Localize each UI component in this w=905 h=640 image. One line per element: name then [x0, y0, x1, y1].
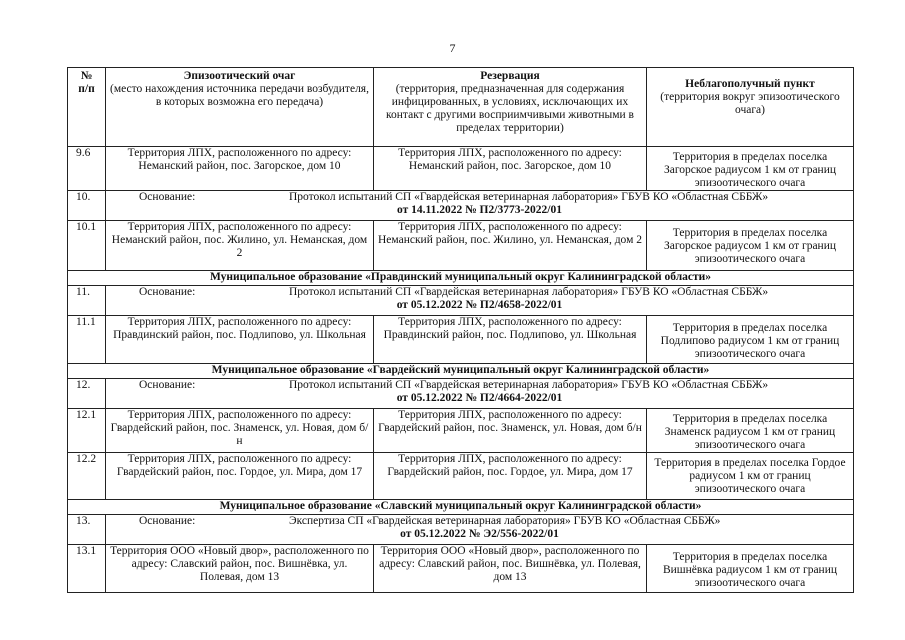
basis-label: Основание: — [139, 286, 196, 298]
cell-unfavorable-point: Территория в пределах поселка Знаменск радиусом 1 км от границ эпизоотического очага — [647, 409, 854, 453]
basis-row — [68, 379, 854, 409]
header-col2-title: Резервация — [480, 70, 540, 82]
document-table — [67, 67, 854, 593]
header-col2-sub: (территория, предназначенная для содержания инфицированных, в условиях, исключающих их контакт с другими восприимчивыми животными в пределах территории) — [386, 83, 634, 134]
basis-line2: от 05.12.2022 № П2/4664-2022/01 — [396, 392, 563, 404]
row-number: 12.1 — [68, 409, 106, 453]
municipality-title: Муниципальное образование «Славский муниципальный округ Калининградской области» — [68, 500, 854, 515]
basis-row — [68, 515, 854, 545]
basis-line2: от 14.11.2022 № П2/3773-2022/01 — [397, 204, 562, 216]
cell-reservation: Территория ЛПХ, расположенного по адресу: Гвардейский район, пос. Гордое, ул. Мира, дом 17 — [374, 453, 647, 500]
basis-label: Основание: — [139, 379, 196, 391]
basis-cell — [106, 515, 854, 545]
municipality-title: Муниципальное образование «Правдинский муниципальный округ Калининградской области» — [68, 271, 854, 286]
basis-label: Основание: — [139, 191, 196, 203]
cell-outbreak: Территория ЛПХ, расположенного по адресу: Гвардейский район, пос. Гордое, ул. Мира, дом 17 — [106, 453, 374, 500]
header-col1-sub: (место нахождения источника передачи возбудителя, в которых возможна его передача) — [110, 83, 369, 108]
row-number: 13.1 — [68, 545, 106, 593]
row-number: 10. — [68, 191, 106, 221]
cell-outbreak: Территория ЛПХ, расположенного по адресу: Правдинский район, пос. Подлипово, ул. Школьная — [106, 316, 374, 364]
table-row — [68, 221, 854, 271]
cell-reservation: Территория ЛПХ, расположенного по адресу: Правдинский район, пос. Подлипово, ул. Школьная — [374, 316, 647, 364]
table-row — [68, 453, 854, 500]
cell-reservation: Территория ЛПХ, расположенного по адресу: Неманский район, пос. Жилино, ул. Неманская, дом 2 — [374, 221, 647, 271]
municipality-row — [68, 500, 854, 515]
header-num: № п/п — [68, 68, 106, 147]
table-row — [68, 147, 854, 191]
cell-unfavorable-point: Территория в пределах поселка Гордое радиусом 1 км от границ эпизоотического очага — [647, 453, 854, 500]
municipality-title: Муниципальное образование «Гвардейский муниципальный округ Калининградской области» — [68, 364, 854, 379]
header-col3 — [647, 68, 854, 147]
header-row — [68, 68, 854, 147]
basis-row — [68, 191, 854, 221]
page-number: 7 — [449, 41, 456, 55]
cell-outbreak: Территория ЛПХ, расположенного по адресу: Гвардейский район, пос. Знаменск, ул. Новая, дом б/н — [106, 409, 374, 453]
header-col1-title: Эпизоотический очаг — [183, 70, 296, 82]
row-number: 12.2 — [68, 453, 106, 500]
table-row — [68, 409, 854, 453]
header-col1 — [106, 68, 374, 147]
cell-outbreak: Территория ООО «Новый двор», расположенного по адресу: Славский район, пос. Вишнёвка, ул. Полевая, дом 13 — [106, 545, 374, 593]
basis-line1: Протокол испытаний СП «Гвардейская ветеринарная лаборатория» ГБУВ КО «Областная СББЖ» — [289, 191, 769, 203]
cell-outbreak: Территория ЛПХ, расположенного по адресу: Неманский район, пос. Загорское, дом 10 — [106, 147, 374, 191]
cell-unfavorable-point: Территория в пределах поселка Вишнёвка радиусом 1 км от границ эпизоотического очага — [647, 545, 854, 593]
cell-reservation: Территория ЛПХ, расположенного по адресу: Неманский район, пос. Загорское, дом 10 — [374, 147, 647, 191]
cell-unfavorable-point: Территория в пределах поселка Загорское радиусом 1 км от границ эпизоотического очага — [647, 147, 854, 191]
row-number: 12. — [68, 379, 106, 409]
row-number: 11.1 — [68, 316, 106, 364]
basis-cell — [106, 191, 854, 221]
header-col3-title: Неблагополучный пункт — [685, 78, 815, 90]
basis-cell — [106, 379, 854, 409]
cell-outbreak: Территория ЛПХ, расположенного по адресу: Неманский район, пос. Жилино, ул. Неманская, дом 2 — [106, 221, 374, 271]
table-row — [68, 316, 854, 364]
table-row — [68, 545, 854, 593]
row-number: 13. — [68, 515, 106, 545]
cell-reservation: Территория ООО «Новый двор», расположенного по адресу: Славский район, пос. Вишнёвка, ул. Полевая, дом 13 — [374, 545, 647, 593]
header-col3-sub: (территория вокруг эпизоотического очага) — [660, 91, 840, 116]
basis-cell — [106, 286, 854, 316]
basis-row — [68, 286, 854, 316]
basis-label: Основание: — [139, 515, 196, 527]
municipality-row — [68, 364, 854, 379]
municipality-row — [68, 271, 854, 286]
cell-unfavorable-point: Территория в пределах поселка Загорское радиусом 1 км от границ эпизоотического очага — [647, 221, 854, 271]
basis-line1: Протокол испытаний СП «Гвардейская ветеринарная лаборатория» ГБУВ КО «Областная СББЖ» — [289, 286, 769, 298]
cell-unfavorable-point: Территория в пределах поселка Подлипово радиусом 1 км от границ эпизоотического очага — [647, 316, 854, 364]
basis-line2: от 05.12.2022 № П2/4658-2022/01 — [396, 299, 563, 311]
row-number: 9.6 — [68, 147, 106, 191]
row-number: 11. — [68, 286, 106, 316]
header-col2 — [374, 68, 647, 147]
basis-line2: от 05.12.2022 № Э2/556-2022/01 — [400, 528, 559, 540]
basis-line1: Экспертиза СП «Гвардейская ветеринарная лаборатория» ГБУВ КО «Областная СББЖ» — [289, 515, 721, 527]
cell-reservation: Территория ЛПХ, расположенного по адресу: Гвардейский район, пос. Знаменск, ул. Новая, дом б/н — [374, 409, 647, 453]
row-number: 10.1 — [68, 221, 106, 271]
basis-line1: Протокол испытаний СП «Гвардейская ветеринарная лаборатория» ГБУВ КО «Областная СББЖ» — [289, 379, 769, 391]
